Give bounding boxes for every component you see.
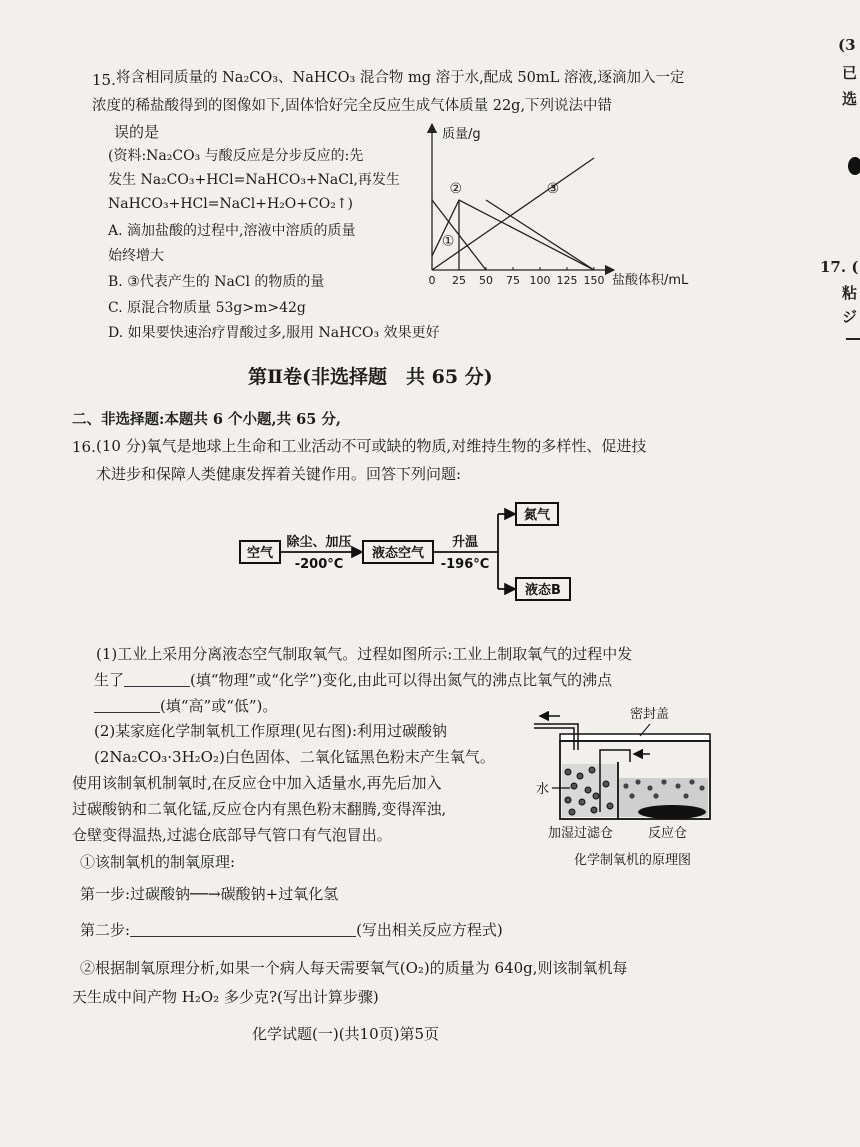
edge-fragment: (3 <box>838 36 856 54</box>
bubble <box>591 807 597 813</box>
q16-number: 16. <box>72 438 96 456</box>
q15-info-line3: NaHCO₃+HCl=NaCl+H₂O+CO₂↑) <box>108 196 354 212</box>
nitrogen-label: 氮气 <box>523 508 551 523</box>
liquid-b-label: 液态B <box>525 583 561 598</box>
q16-part2-line3: 使用该制氧机制氧时,在反应仓中加入适量水,再先后加入 <box>72 774 442 792</box>
x-tick-label: 150 <box>583 274 605 287</box>
bubble <box>603 781 609 787</box>
bubble <box>571 783 577 789</box>
q15-stem-line2: 浓度的稀盐酸得到的图像如下,固体恰好完全反应生成气体质量 22g,下列说法中错 <box>92 98 613 114</box>
q15-option-a: A. 滴加盐酸的过程中,溶液中溶质的质量 <box>108 223 356 239</box>
edge-fragment: 已 <box>842 64 858 82</box>
diagram-caption: 化学制氧机的原理图 <box>574 853 692 868</box>
q15-stem-line3: 误的是 <box>114 123 160 141</box>
section-subtitle: 二、非选择题:本题共 6 个小题,共 65 分, <box>72 411 341 428</box>
guide-line-2 <box>486 200 594 270</box>
bubble <box>585 787 591 793</box>
q16-sub2-line1: ②根据制氧原理分析,如果一个病人每天需要氧气(O₂)的质量为 640g,则该制氧机每 <box>80 959 628 977</box>
q16-part2-line5: 仓壁变得温热,过滤仓底部导气管口有气泡冒出。 <box>72 826 392 844</box>
q16-part2-line2: (2Na₂CO₃·3H₂O₂)白色固体、二氧化锰黑色粉末产生氧气。 <box>94 748 495 766</box>
edge-fragment: 选 <box>842 90 858 108</box>
liquid-air-label: 液态空气 <box>371 546 425 561</box>
x-tick-label: 75 <box>506 274 520 287</box>
particle <box>653 793 658 798</box>
series-line-2 <box>432 200 594 270</box>
q16-part1-line3 <box>94 696 277 716</box>
step1-bottom-label: -200°C <box>294 557 344 572</box>
edge-dash <box>846 338 860 340</box>
air-label: 空气 <box>246 546 274 561</box>
q15-info-line2: 发生 Na₂CO₃+HCl=NaHCO₃+NaCl,再发生 <box>108 172 400 188</box>
bubble <box>565 797 571 803</box>
sealed-lid <box>560 734 710 741</box>
step2-top-label: 升温 <box>451 535 479 550</box>
q15-option-d: D. 如果要快速治疗胃酸过多,服用 NaHCO₃ 效果更好 <box>108 325 440 341</box>
q15-number: 15. <box>92 71 116 89</box>
section-title: 第Ⅱ卷(非选择题 共 65 分) <box>248 366 493 388</box>
q16-part1-line2 <box>94 670 612 690</box>
step2-bottom-label: -196°C <box>440 557 490 572</box>
part1-text-a: 生了 <box>94 671 125 689</box>
q16-part1-line1: (1)工业上采用分离液态空气制取氧气。过程如图所示:工业上制取氧气的过程中发 <box>96 645 633 663</box>
particle <box>661 779 666 784</box>
mno2-powder <box>638 805 706 819</box>
bubble <box>579 799 585 805</box>
step-two-hint: (写出相关反应方程式) <box>356 921 503 939</box>
particle <box>675 783 680 788</box>
q16-part2-line1: (2)某家庭化学制氧机工作原理(见右图):利用过碳酸钠 <box>94 722 448 740</box>
series-line-3 <box>432 158 594 270</box>
part1-text-c: (填“高”或“低”)。 <box>160 697 278 715</box>
answer-blank-change-type[interactable] <box>124 672 190 687</box>
q16-sub2-line2: 天生成中间产物 H₂O₂ 多少克?(写出计算步骤) <box>72 988 379 1006</box>
edge-fragment: ジ <box>842 308 858 326</box>
x-tick-label: 125 <box>556 274 578 287</box>
water-label: 水 <box>536 782 550 797</box>
edge-fragment: 粘 <box>842 284 858 302</box>
oxygen-machine-diagram <box>530 702 730 874</box>
particle <box>623 783 628 788</box>
q15-option-a-cont: 始终增大 <box>108 248 164 264</box>
bubble <box>589 767 595 773</box>
page-footer: 化学试题(一)(共10页)第5页 <box>252 1025 440 1043</box>
step-two-label: 第二步: <box>80 921 131 939</box>
bubble <box>569 809 575 815</box>
mass-vs-hcl-chart <box>420 118 720 294</box>
q15-stem-line1: 将含相同质量的 Na₂CO₃、NaHCO₃ 混合物 mg 溶于水,配成 50mL 溶液,逐滴加入一定 <box>116 70 685 86</box>
particle <box>699 785 704 790</box>
q16-sub1: ①该制氧机的制氧原理: <box>80 853 236 871</box>
particle <box>683 793 688 798</box>
filter-chamber-label: 加湿过滤仓 <box>548 826 614 841</box>
air-separation-flow <box>228 492 578 610</box>
bubble <box>593 793 599 799</box>
answer-blank-boiling-point[interactable] <box>94 698 160 713</box>
reaction-chamber-label: 反应仓 <box>648 826 688 841</box>
bubble <box>565 769 571 775</box>
x-tick-label: 100 <box>529 274 551 287</box>
bubble <box>607 803 613 809</box>
x-tick-label: 50 <box>479 274 493 287</box>
lid-label: 密封盖 <box>630 707 670 722</box>
particle <box>689 779 694 784</box>
step1-top-label: 除尘、加压 <box>286 535 352 550</box>
x-tick-label: 25 <box>452 274 466 287</box>
bubble <box>577 773 583 779</box>
particle <box>629 793 634 798</box>
x-tick-label: 0 <box>428 274 436 287</box>
part1-text-b: (填“物理”或“化学”)变化,由此可以得出氮气的沸点比氧气的沸点 <box>190 671 613 689</box>
q16-intro-line2: 术进步和保障人类健康发挥着关键作用。回答下列问题: <box>96 465 462 483</box>
q16-part2-line4: 过碳酸钠和二氧化锰,反应仓内有黑色粉末翻腾,变得浑浊, <box>72 800 447 818</box>
q15-option-c: C. 原混合物质量 53g>m>42g <box>108 300 306 316</box>
q16-intro-line1: (10 分)氧气是地球上生命和工业活动不可或缺的物质,对维持生物的多样性、促进技 <box>96 437 647 455</box>
q16-step-one: 第一步:过碳酸钠──→碳酸钠+过氧化氢 <box>80 885 339 903</box>
q15-info-line1: (资料:Na₂CO₃ 与酸反应是分步反应的:先 <box>108 148 364 164</box>
series-label: ① <box>441 233 455 250</box>
answer-blank-equation[interactable] <box>130 922 356 937</box>
q15-option-b: B. ③代表产生的 NaCl 的物质的量 <box>108 274 325 290</box>
particle <box>647 785 652 790</box>
y-axis-label: 质量/g <box>442 127 481 142</box>
q16-step-two <box>80 920 503 940</box>
series-label: ② <box>449 181 463 197</box>
series-label: ③ <box>546 181 560 197</box>
edge-blob <box>848 157 860 175</box>
particle <box>635 779 640 784</box>
x-axis-label: 盐酸体积/mL <box>612 273 689 288</box>
edge-fragment: 17. ( <box>820 258 859 276</box>
